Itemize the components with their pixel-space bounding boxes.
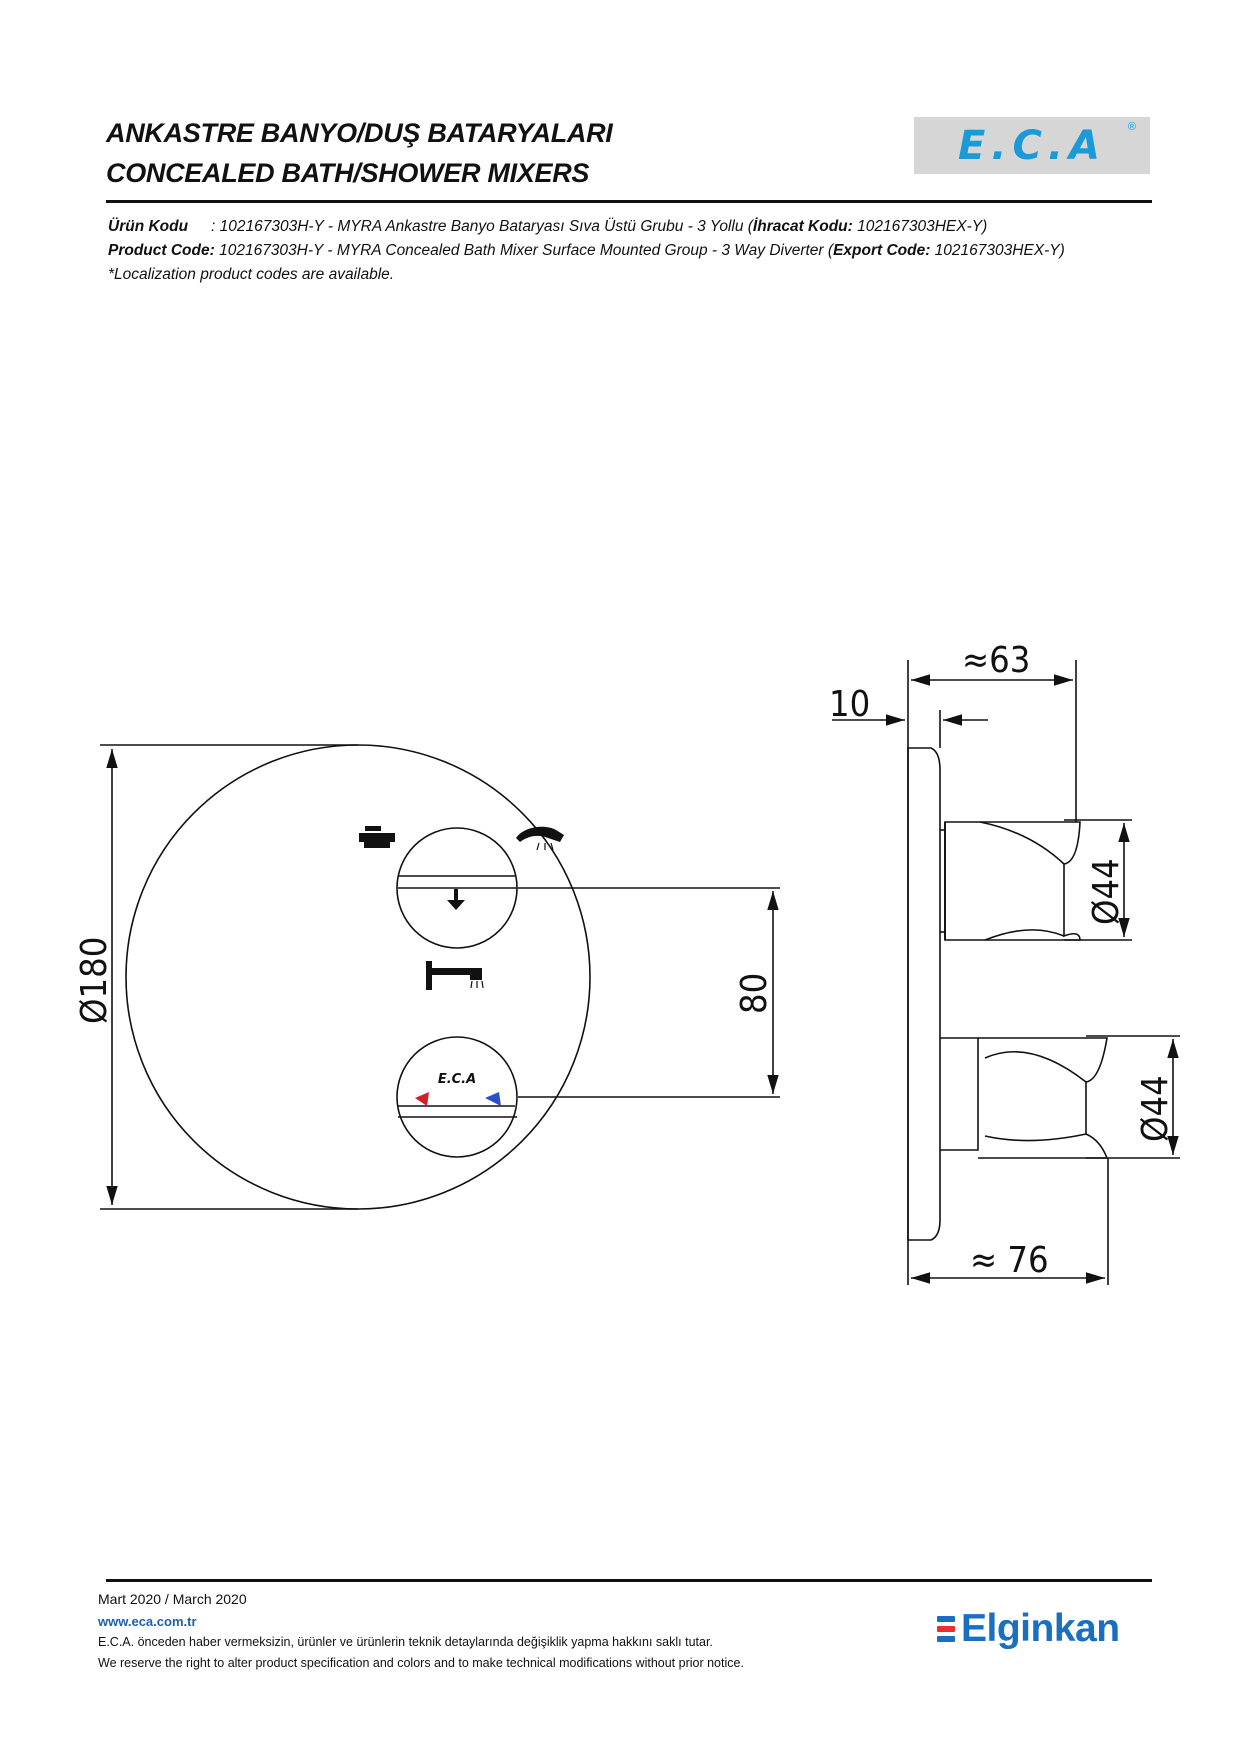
- title-turkish: ANKASTRE BANYO/DUŞ BATARYALARI: [106, 118, 613, 148]
- diverter-knob-side: [945, 822, 1080, 940]
- footer-divider: [106, 1579, 1152, 1582]
- dimension-knob-top-label: Ø44: [1086, 858, 1127, 925]
- dimension-plate-label: 10: [829, 684, 871, 725]
- dimension-knob-bottom-label: Ø44: [1135, 1075, 1176, 1142]
- dimension-depth-bottom-label: ≈ 76: [970, 1240, 1049, 1281]
- dimension-diameter-label: Ø180: [74, 936, 115, 1024]
- elginkan-logo: [937, 1607, 1152, 1657]
- spout-icon: [426, 961, 432, 990]
- product-code-en-label: Product Code:: [108, 242, 215, 259]
- hand-shower-icon: [516, 827, 564, 842]
- dimension-spacing-label: 80: [734, 972, 775, 1014]
- dimension-depth-top-label: ≈63: [962, 640, 1031, 681]
- title-english: CONCEALED BATH/SHOWER MIXERS: [106, 158, 590, 188]
- export-code-en-value: 102167303HEX-Y): [930, 242, 1065, 259]
- localization-note: *Localization product codes are available.: [108, 266, 395, 283]
- bathtub-icon: [359, 833, 395, 842]
- export-code-en-label: Export Code:: [833, 242, 931, 259]
- cover-plate-side: [908, 748, 940, 1240]
- registered-mark: ®: [1127, 121, 1136, 133]
- eca-logo-text: E.C.A: [957, 123, 1107, 169]
- export-code-tr-value: 102167303HEX-Y): [852, 218, 988, 235]
- elginkan-logo-text: Elginkan: [961, 1607, 1120, 1650]
- export-code-tr-label: İhracat Kodu:: [752, 218, 853, 235]
- hot-indicator-icon: [415, 1092, 429, 1106]
- notice-turkish: E.C.A. önceden haber vermeksizin, ürünler ve ürünlerin teknik detaylarında değişiklik yapma hakkını saklı tutar.: [98, 1635, 713, 1649]
- temperature-knob-side: [940, 1038, 978, 1150]
- product-code-en-value: 102167303H-Y - MYRA Concealed Bath Mixer Surface Mounted Group - 3 Way Diverter (: [214, 242, 834, 259]
- product-code-tr-value: : 102167303H-Y - MYRA Ankastre Banyo Bataryası Sıva Üstü Grubu - 3 Yollu (: [211, 218, 753, 235]
- cover-plate-front: [126, 745, 590, 1209]
- product-code-tr-label: Ürün Kodu: [108, 218, 189, 235]
- knob-logo: E.C.A: [437, 1072, 477, 1087]
- elginkan-mark-icon: [937, 1616, 955, 1646]
- website-link[interactable]: www.eca.com.tr: [98, 1614, 197, 1629]
- notice-english: We reserve the right to alter product specification and colors and to make technical modifications without prior notice.: [98, 1656, 744, 1670]
- publish-date: Mart 2020 / March 2020: [98, 1591, 247, 1607]
- cold-indicator-icon: [485, 1092, 501, 1106]
